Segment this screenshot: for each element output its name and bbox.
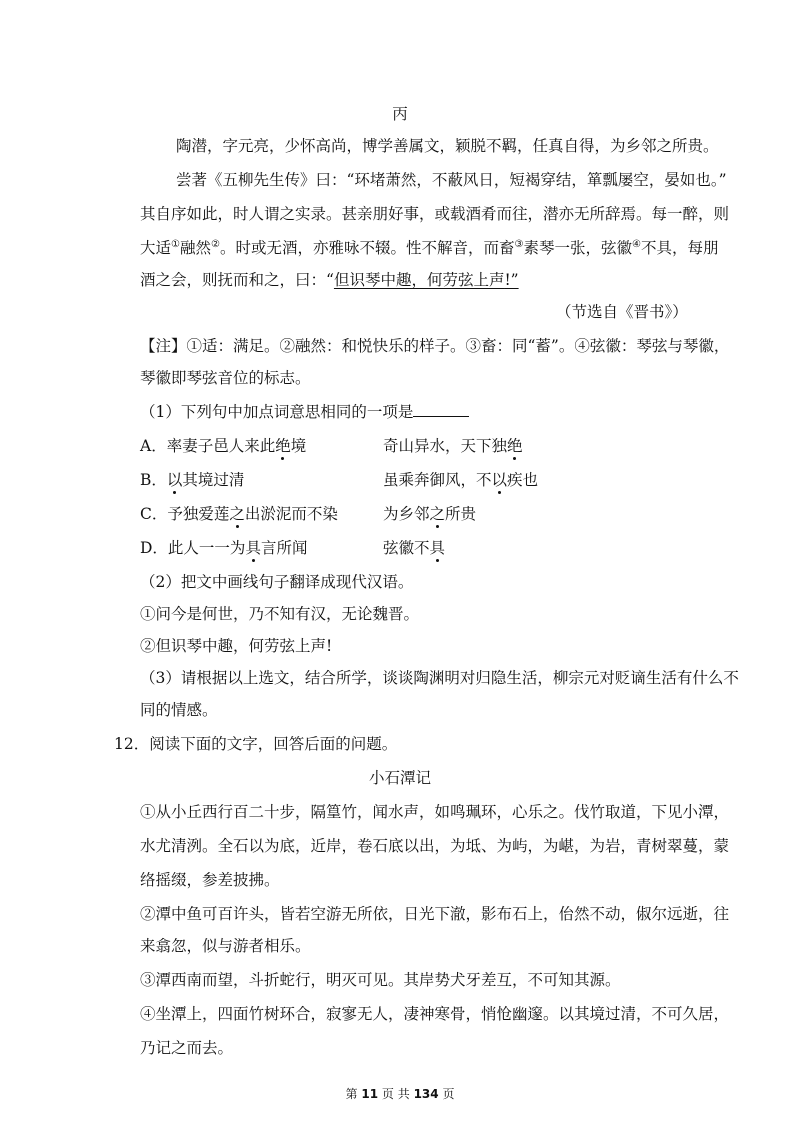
option-c-left: C．予独爱莲之出淤泥而不染 [140,505,338,523]
passage-line: ②潭中鱼可百许头，皆若空游无所依，日光下澈，影布石上，佁然不动，俶尔远逝，往 [140,905,730,923]
footer-text: 第 [345,1087,358,1101]
answer-blank[interactable] [413,402,469,417]
total-pages: 134 [413,1087,439,1101]
passage-line: ①从小丘西行百二十步，隔篁竹，闻水声，如鸣珮环，心乐之。伐竹取道，下见小潭， [140,803,730,821]
option-d-left: D．此人一一为具言所闻 [140,539,308,557]
passage-line [140,270,519,290]
question-2-sentence: ①问今是何世，乃不知有汉，无论魏晋。 [140,605,420,623]
footer-text: 页 [442,1087,455,1101]
option-d-right: 弦徽不具 [383,539,446,557]
question-2-stem: （2）把文中画线句子翻译成现代汉语。 [140,573,414,591]
current-page: 11 [361,1087,379,1101]
passage-title: 小石潭记 [368,769,431,787]
text: （1）下列句中加点词意思相同的一项是 [140,403,414,421]
question-1-stem [140,402,469,422]
text: 大适 [140,239,172,257]
passage-line: ③潭西南而望，斗折蛇行，明灭可见。其岸势犬牙差互，不可知其源。 [140,971,621,989]
note-marker: ④ [631,238,641,250]
passage-line: 陶潜，字元亮，少怀高尚，博学善属文，颖脱不羁，任真自得，为乡邻之所贵。 [176,137,719,155]
question-3-line: （3）请根据以上选文，结合所学，谈谈陶渊明对归隐生活，柳宗元对贬谪生活有什么不 [140,669,739,687]
text: 不具，每朋 [640,239,719,257]
section-title: 丙 [392,105,408,123]
underlined-sentence-end: !” [504,271,519,289]
passage-line: 尝著《五柳先生传》曰：“环堵萧然，不蔽风日，短褐穿结，箪瓢屡空，晏如也。” [176,171,727,189]
option-b-left: B．以其境过清 [140,471,245,489]
passage-line: 来翕忽，似与游者相乐。 [140,937,311,955]
text: 素琴一张，弦徽 [523,239,632,257]
note-marker: ① [171,238,180,250]
option-c-right: 为乡邻之所贵 [383,505,477,523]
text: 。时或无酒，亦雅咏不辍。性不解音，而畜 [219,239,515,257]
option-a-right: 奇山异水，天下独绝 [383,437,523,455]
passage-line: ④坐潭上，四面竹树环合，寂寥无人，凄神寒骨，悄怆幽邃。以其境过清，不可久居， [140,1005,730,1023]
question-12-stem: 12．阅读下面的文字，回答后面的问题。 [114,735,398,753]
option-row-a [140,436,306,456]
text: 酒之会，则抚而和之，曰：“ [140,271,334,289]
passage-line: 水尤清洌。全石以为底，近岸，卷石底以出，为坻、为屿，为嵁，为岩，青树翠蔓，蒙 [140,837,730,855]
passage-line: 乃记之而去。 [140,1039,234,1057]
text: 融然 [179,239,211,257]
question-3-line: 同的情感。 [140,701,218,719]
option-row-d [140,538,307,558]
option-a-left: A．率妻子邑人来此绝境 [140,437,307,455]
note-marker: ③ [514,238,524,250]
passage-line [140,238,718,258]
passage-line: 络摇缀，参差披拂。 [140,871,280,889]
option-row-c [140,504,338,524]
option-row-b [140,470,244,490]
notes-line: 【注】①适：满足。②融然：和悦快乐的样子。③畜：同“蓄”。④弦徽：琴弦与琴徽， [140,337,730,355]
question-2-sentence: ②但识琴中趣，何劳弦上声! [140,637,333,655]
passage-line: 其自序如此，时人谓之实录。甚亲朋好事，或载酒肴而往，潜亦无所辞焉。每一醉，则 [140,205,730,223]
underlined-sentence: 但识琴中趣，何劳弦上声 [333,271,505,289]
note-marker: ② [211,238,220,250]
source-citation: （节选自《晋书》） [556,303,688,321]
page-footer [0,1084,800,1104]
option-b-right: 虽乘奔御风，不以疾也 [383,471,539,489]
notes-line: 琴徽即琴弦音位的标志。 [140,369,311,387]
footer-text: 页 共 [381,1087,410,1101]
